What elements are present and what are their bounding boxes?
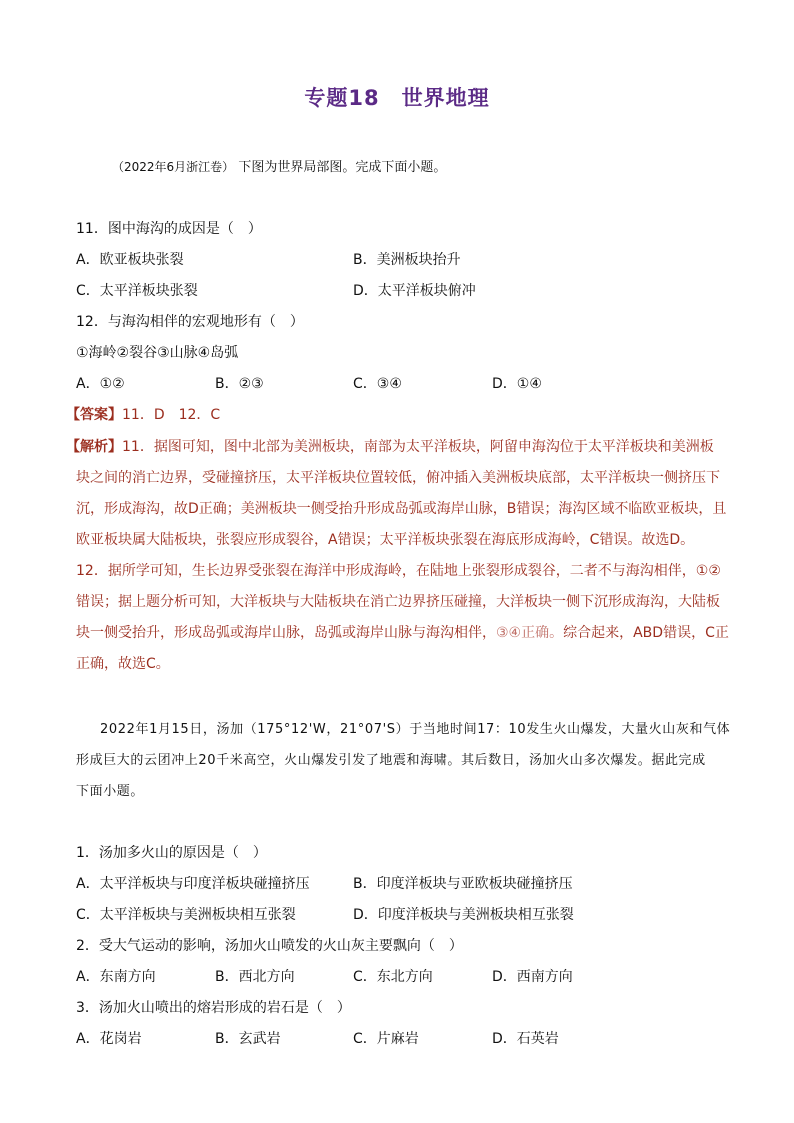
q12-option-d: D．①④ (492, 376, 542, 392)
explanation-text-7-end: 综合起来，ABD错误，C正 (563, 625, 729, 641)
page-title: 专题18 世界地理 (304, 86, 490, 110)
explanation-line-8: 正确，故选C。 (76, 656, 170, 672)
q1-option-b: B．印度洋板块与亚欧板块碰撞挤压 (353, 876, 573, 892)
q11-option-c: C．太平洋板块张裂 (76, 283, 198, 299)
explanation-line-5: 12．据所学可知，生长边界受张裂在海洋中形成海岭，在陆地上张裂形成裂谷，二者不与海沟相伴，①② (76, 563, 721, 579)
intro-1-text: 下图为世界局部图。完成下面小题。 (238, 160, 447, 175)
q12-stem: 12．与海沟相伴的宏观地形有（ ） (76, 314, 304, 330)
q11-option-b: B．美洲板块抬升 (353, 252, 461, 268)
answer-text: 11．D 12．C (122, 407, 221, 423)
answer-label: 【答案】 (66, 407, 122, 423)
q3-option-d: D．石英岩 (492, 1031, 559, 1047)
q2-option-c: C．东北方向 (353, 969, 433, 985)
explanation-line-2: 块之间的消亡边界，受碰撞挤压，太平洋板块位置较低，俯冲插入美洲板块底部，太平洋板块一侧挤压下 (76, 470, 720, 486)
q11-option-a: A．欧亚板块张裂 (76, 252, 184, 268)
q2-option-a: A．东南方向 (76, 969, 156, 985)
q1-stem: 1．汤加多火山的原因是（ ） (76, 845, 267, 861)
explanation-line-3: 沉，形成海沟，故D正确；美洲板块一侧受抬升形成岛弧或海岸山脉，B错误；海沟区域不临欧亚板块，且 (76, 501, 727, 517)
q2-option-d: D．西南方向 (492, 969, 573, 985)
q3-stem: 3．汤加火山喷出的熔岩形成的岩石是（ ） (76, 1000, 351, 1016)
q3-option-a: A．花岗岩 (76, 1031, 142, 1047)
q3-option-b: B．玄武岩 (215, 1031, 281, 1047)
q2-stem: 2．受大气运动的影响，汤加火山喷发的火山灰主要飘向（ ） (76, 938, 463, 954)
explanation-line-4: 欧亚板块属大陆板块，张裂应形成裂谷，A错误；太平洋板块张裂在海底形成海岭，C错误。故选D。 (76, 532, 695, 548)
intro-2-line-1: 2022年1月15日，汤加（175°12'W，21°07'S）于当地时间17：10发生火山爆发，大量火山灰和气体 (100, 722, 731, 737)
q12-option-b: B．②③ (215, 376, 264, 392)
intro-2-line-3: 下面小题。 (76, 784, 145, 799)
answer (66, 404, 220, 424)
q11-option-d: D．太平洋板块俯冲 (353, 283, 476, 299)
explanation-line-7 (76, 622, 729, 642)
intro-1 (112, 156, 446, 175)
q12-option-a: A．①② (76, 376, 125, 392)
explanation-text-7: 块一侧受抬升，形成岛弧或海岸山脉，岛弧或海岸山脉与海沟相伴， (76, 625, 496, 641)
intro-1-source: （2022年6月浙江卷） (112, 160, 235, 174)
explanation-line-1 (66, 436, 714, 456)
q1-option-c: C．太平洋板块与美洲板块相互张裂 (76, 907, 296, 923)
explanation-text-1: 11．据图可知，图中北部为美洲板块，南部为太平洋板块，阿留申海沟位于太平洋板块和美洲板 (122, 439, 714, 455)
q1-option-d: D．印度洋板块与美洲板块相互张裂 (353, 907, 574, 923)
intro-2-line-2: 形成巨大的云团冲上20千米高空，火山爆发引发了地震和海啸。其后数日，汤加火山多次爆发。据此完成 (76, 753, 706, 768)
q12-items: ①海岭②裂谷③山脉④岛弧 (76, 345, 239, 361)
explanation-label: 【解析】 (66, 439, 122, 455)
explanation-line-6: 错误；据上题分析可知，大洋板块与大陆板块在消亡边界挤压碰撞，大洋板块一侧下沉形成海沟，大陆板 (76, 594, 720, 610)
q1-option-a: A．太平洋板块与印度洋板块碰撞挤压 (76, 876, 310, 892)
q2-option-b: B．西北方向 (215, 969, 295, 985)
q12-option-c: C．③④ (353, 376, 402, 392)
q11-stem: 11．图中海沟的成因是（ ） (76, 221, 262, 237)
q3-option-c: C．片麻岩 (353, 1031, 419, 1047)
explanation-highlight: ③④正确。 (496, 625, 564, 641)
